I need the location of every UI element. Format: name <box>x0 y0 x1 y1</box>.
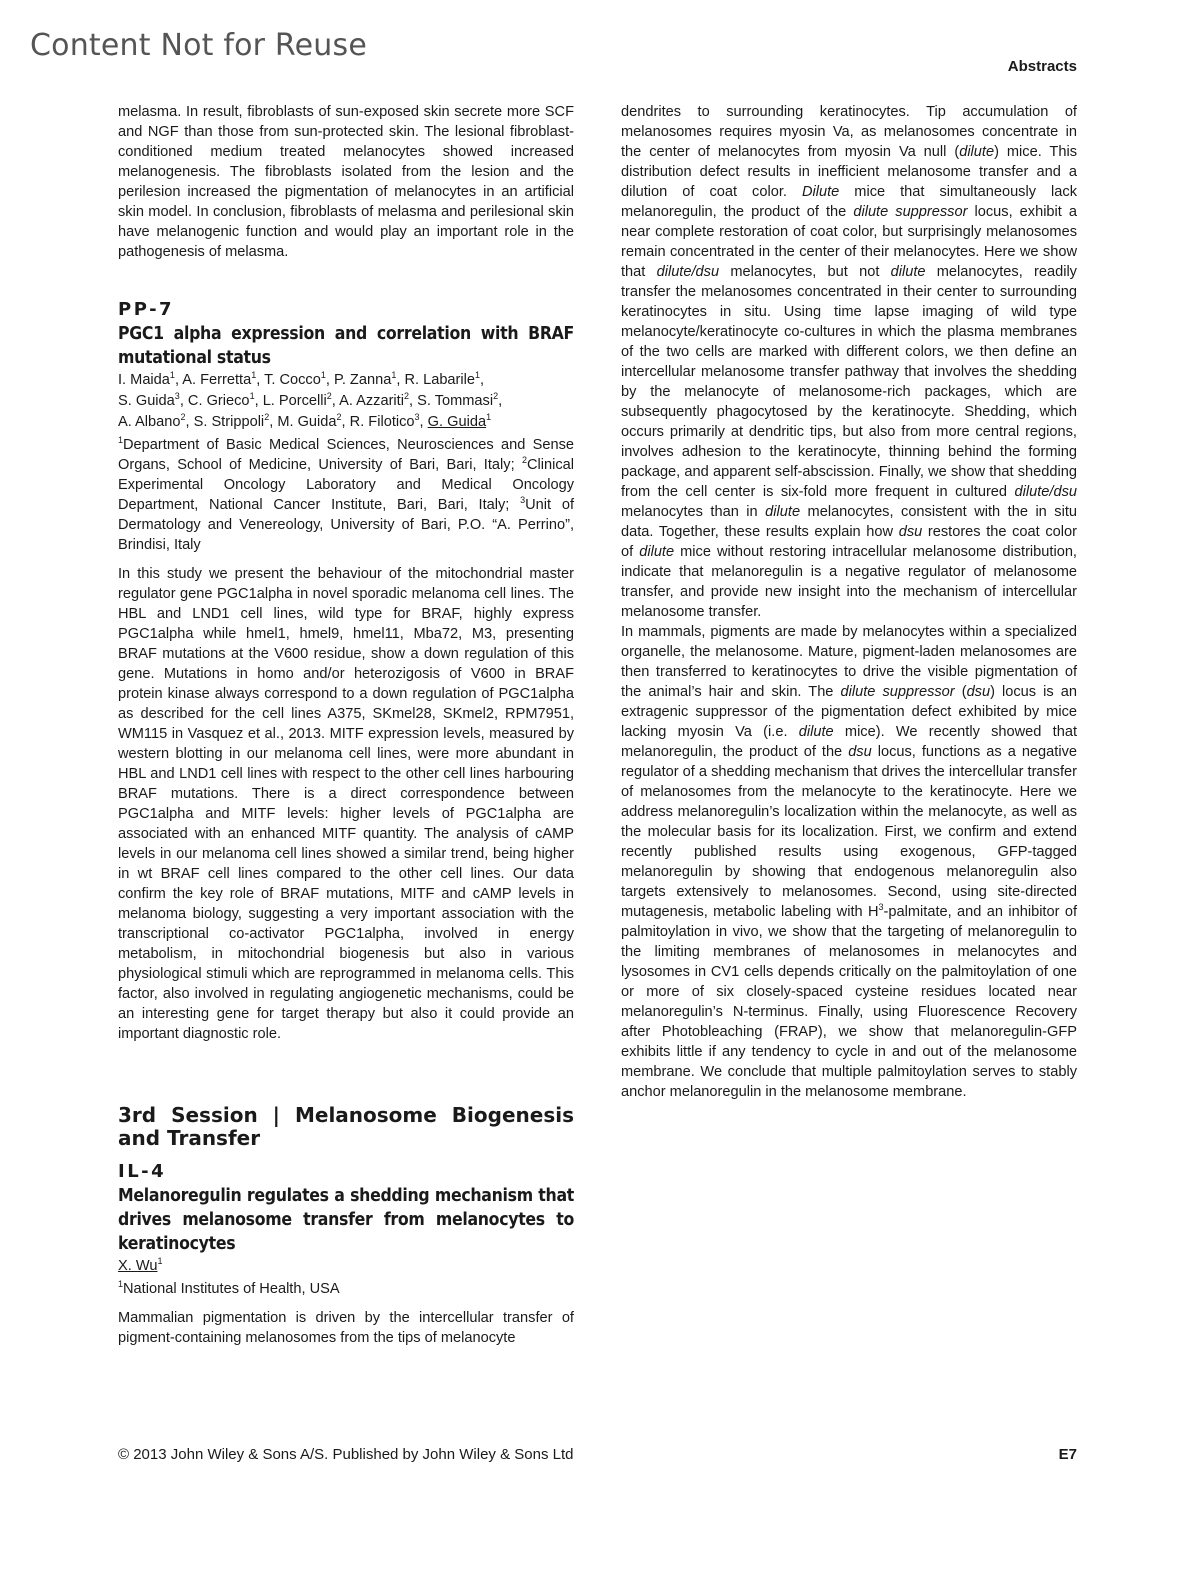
author: S. Tommasi <box>417 393 494 409</box>
author: S. Strippoli <box>193 414 265 430</box>
il4-continuation-paragraph-1: dendrites to surrounding keratinocytes. Tip accumulation of melanosomes requires myosin Va, as melanosomes concentrate in the center of melanocytes from myosin Va null (dilute) mice. This distribution defect results in inefficient melanosome transfer and a dilution of coat color. Dilute mice that simultaneously lack melanoregulin, the product of the dilute suppressor locus, exhibit a near complete restoration of coat color, but surprisingly melanosomes remain concentrated in the center of their melanocytes. Here we show that dilute/dsu melanocytes, but not dilute melanocytes, readily transfer the melanosomes concentrated in their center to surrounding keratinocytes in situ. Using time lapse imaging of wild type melanocyte/keratinocyte co-cultures in which the plasma membranes of the two cells are marked with different colors, we then define an intercellular melanosome transfer pathway that involves the shedding by the melanocyte of melanosome-rich packages, which are subsequently phagocytosed by the keratinocyte. Shedding, which occurs primarily at dendritic tips, but also from more central regions, involves adhesion to the keratinocyte, thinning behind the forming package, and apparent self-abscission. Finally, we show that shedding from the cell center is six-fold more frequent in cultured dilute/dsu melanocytes than in dilute melanocytes, consistent with the in situ data. Together, these results explain how dsu restores the coat color of dilute mice without restoring intracellular melanosome distribution, indicate that melanoregulin is a negative regulator of melanosome transfer, and provide new insight into the mechanism of intercellular melanosome transfer. <box>621 104 1078 620</box>
abstract-title-pp7: PGC1 alpha expression and correlation with BRAF mutational status <box>118 324 574 368</box>
right-column <box>621 102 1077 1102</box>
author: A. Azzariti <box>339 393 404 409</box>
author: R. Filotico <box>349 414 415 430</box>
author: T. Cocco <box>264 372 321 388</box>
author: C. Grieco <box>187 393 250 409</box>
affiliation: Unit of Dermatology and Venereology, University of Bari, P.O. “A. Perrino”, Brindisi, Italy <box>118 497 574 553</box>
author: R. Labarile <box>404 372 476 388</box>
affiliation: Clinical Experimental Oncology Laboratory and Medical Oncology Department, National Cancer Institute, Bari, Bari, Italy; <box>118 457 574 513</box>
abstract-code-pp7: PP-7 <box>118 299 175 320</box>
left-column <box>118 102 574 1348</box>
page-number: E7 <box>1058 1446 1077 1463</box>
author: L. Porcelli <box>262 393 327 409</box>
author: A. Ferretta <box>182 372 252 388</box>
abstract-body-pp7: In this study we present the behaviour of the mitochondrial master regulator gene PGC1alpha in novel sporadic melanoma cell lines. The HBL and LND1 cell lines, wild type for BRAF, highly express PGC1alpha while hmel1, hmel9, hmel11, Mba72, M3, presenting BRAF mutations at the V600 residue, show a down regulation of this gene. Mutations in homo and/or heterozigosis of V600 in BRAF protein kinase always correspond to a down regulation of PGC1alpha as described for the cell lines A375, SKmel28, SKmel2, RPM7951, WM115 in Vasquez et al., 2013. MITF expression levels, measured by western blotting in our melanoma cell lines, were more abundant in HBL and LND1 cell lines with respect to the other cell lines harbouring BRAF mutations. There is a direct correspondence between PGC1alpha and MITF levels: higher levels of PGC1alpha are associated with an enhanced MITF quantity. The analysis of cAMP levels in our melanoma cell lines showed a similar trend, being higher in wt BRAF cell lines compared to the other cell lines. Our data confirm the key role of BRAF mutations, MITF and cAMP levels in melanoma biology, suggesting a very important association with the transcriptional co-activator PGC1alpha, involved in energy metabolism, in mitochondrial biogenesis but also in various physiological stimuli which are reprogrammed in melanoma cells. This factor, also involved in regulating angiogenetic mechanisms, could be an interesting gene for target therapy but also it could provide an important diagnostic role. <box>118 566 574 1042</box>
il4-continuation-paragraph-2: In mammals, pigments are made by melanocytes within a specialized organelle, the melanosome. Mature, pigment-laden melanosomes are then transferred to keratinocytes to drive the visible pigmentation of the animal’s hair and skin. The dilute suppressor (dsu) locus is an extragenic suppressor of the pigmentation defect exhibited by mice lacking myosin Va (i.e. dilute mice). We recently showed that melanoregulin, the product of the dsu locus, functions as a negative regulator of a shedding mechanism that drives the intercellular transfer of melanosomes from the melanocyte to the keratinocyte. Here we address melanoregulin’s localization within the melanocyte, as well as the molecular basis for its localization. First, we confirm and extend recently published results using exogenous, GFP-tagged melanoregulin by showing that endogenous melanoregulin also targets extensively to melanosomes. Second, using site-directed mutagenesis, metabolic labeling with $H^3$-palmitate, and an inhibitor of palmitoylation in vivo, we show that the targeting of melanoregulin to the limiting membranes of melanosomes in melanocytes and lysosomes in CV1 cells depends critically on the palmitoylation of one or more of six closely-spaced cysteine residues located near melanoregulin’s N-terminus. Finally, using Fluorescence Recovery after Photobleaching (FRAP), we show that melanoregulin-GFP exhibits little if any tendency to cycle in and out of the melanosome membrane. We conclude that multiple palmitoylation serves to stably anchor melanoregulin in the melanosome membrane. <box>621 624 1078 1100</box>
intro-paragraph: melasma. In result, fibroblasts of sun-exposed skin secrete more SCF and NGF than those from sun-protected skin. The lesional fibroblast-conditioned medium treated melanocytes showed increased melanogenesis. The fibroblasts isolated from the lesion and the perilesion increased the pigmentation of melanocytes in an artificial skin model. In conclusion, fibroblasts of melasma and perilesional skin have melanogenic function and would play an important role in the pathogenesis of melasma. <box>118 104 574 260</box>
copyright-footer: © 2013 John Wiley & Sons A/S. Published by John Wiley & Sons Ltd <box>118 1446 574 1463</box>
author: A. Albano <box>118 414 181 430</box>
author: M. Guida <box>277 414 337 430</box>
presenting-author: G. Guida <box>427 414 487 430</box>
author-list-pp7: I. Maida$^1$, A. Ferretta$^1$, T. Cocco$^1$, P. Zanna$^1$, R. Labarile$^1$, S. Guida$^3$, C. Grieco$^1$, L. Porcelli$^2$, A. Azzariti$^2$, S. Tommasi$^2$, A. Albano$^2$, S. Strippoli$^2$, M. Guida$^2$, R. Filotico$^3$, G. Guida$^1$ <box>118 370 503 430</box>
section-header: Abstracts <box>1007 58 1077 75</box>
abstract-body-il4: Mammalian pigmentation is driven by the intercellular transfer of pigment-containing melanosomes from the tips of melanocyte <box>118 1310 574 1346</box>
abstract-code-il4: IL-4 <box>118 1161 167 1182</box>
affiliation-il4: $^1$National Institutes of Health, USA <box>118 1279 340 1297</box>
author: I. Maida <box>118 372 170 388</box>
author: S. Guida <box>118 393 175 409</box>
affiliations-pp7: $^1$Department of Basic Medical Sciences, Neurosciences and Sense Organs, School of Medicine, University of Bari, Bari, Italy; $^2$Clinical Experimental Oncology Laboratory and Medical Oncology Department, National Cancer Institute, Bari, Bari, Italy; $^3$Unit of Dermatology and Venereology, University of Bari, P.O. “A. Perrino”, Brindisi, Italy <box>118 435 574 553</box>
session-heading: 3rd Session | Melanosome Biogenesis and Transfer <box>118 1103 574 1150</box>
abstract-title-il4: Melanoregulin regulates a shedding mechanism that drives melanosome transfer from melanocytes to keratinocytes <box>118 1186 574 1254</box>
presenting-author: X. Wu <box>118 1258 158 1274</box>
author-list-il4: X. Wu$^1$ <box>118 1256 163 1274</box>
affiliation: Department of Basic Medical Sciences, Neurosciences and Sense Organs, School of Medicine, University of Bari, Bari, Italy; <box>118 437 574 473</box>
author: P. Zanna <box>333 372 392 388</box>
watermark: Content Not for Reuse <box>30 28 367 63</box>
